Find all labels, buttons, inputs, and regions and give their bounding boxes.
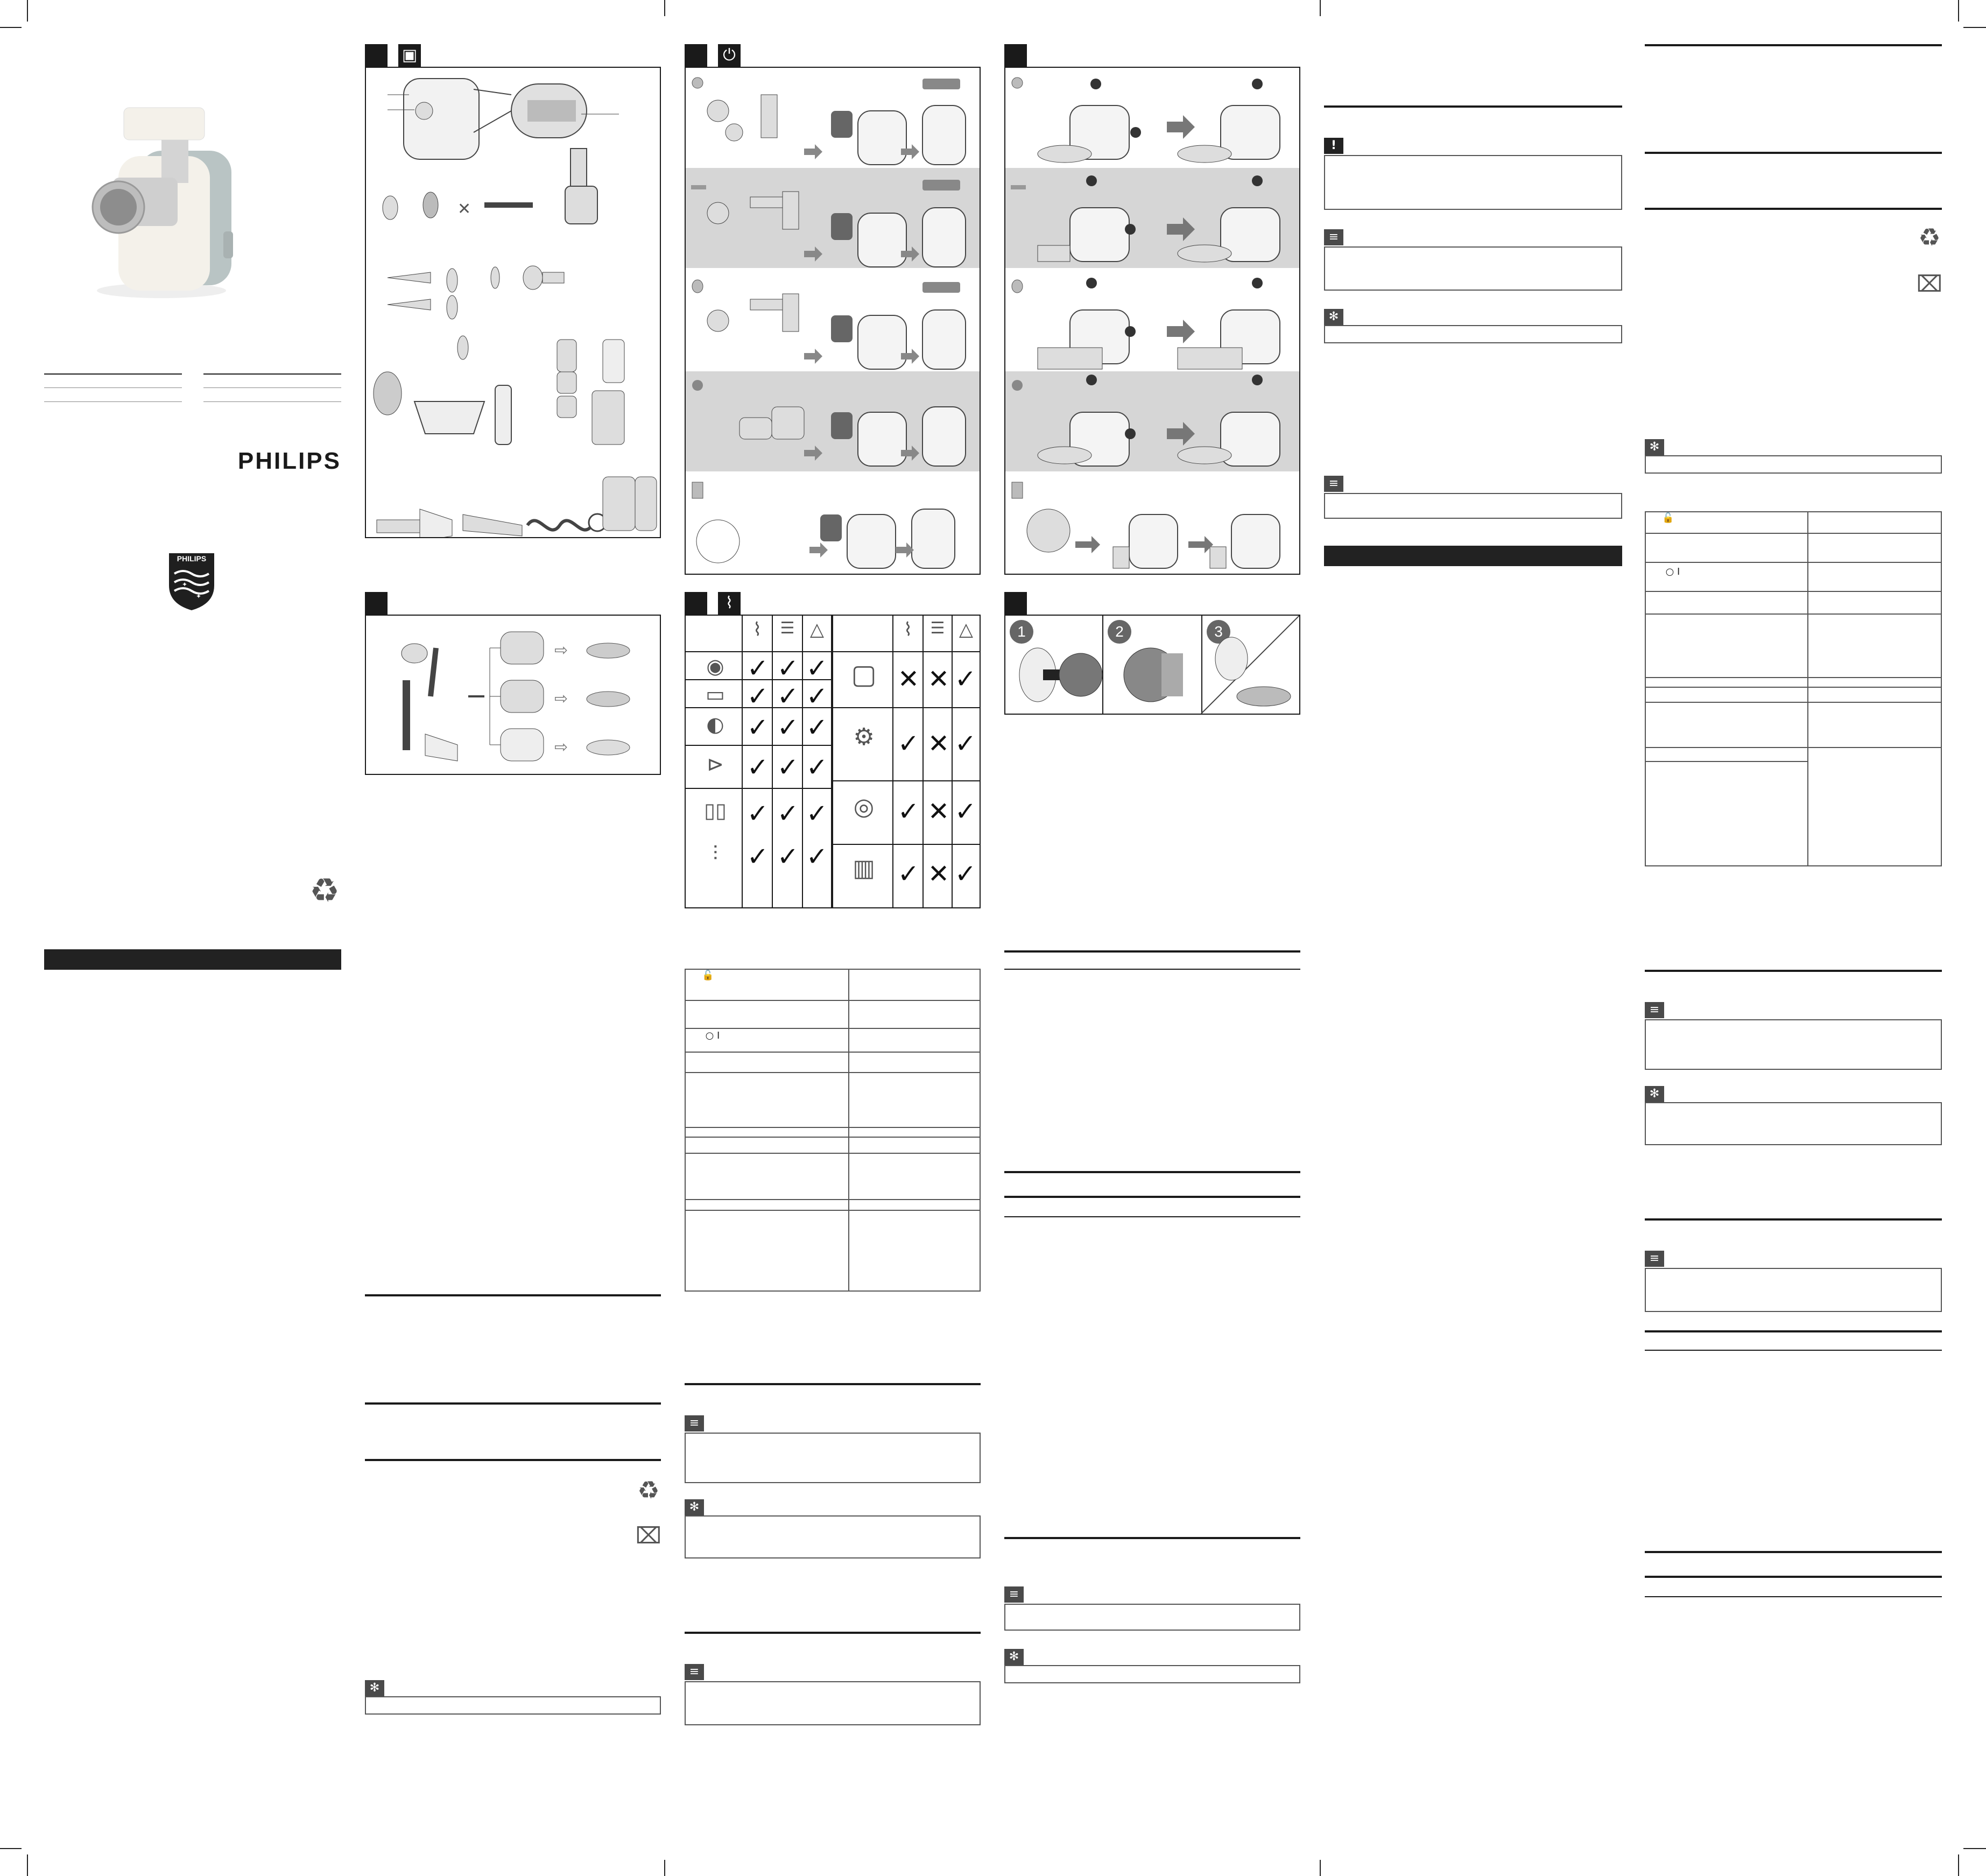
note-icon: ≡ bbox=[1324, 229, 1343, 245]
dishwasher-icon: ☰ bbox=[780, 619, 795, 638]
note-icon: ≡ bbox=[685, 1415, 704, 1431]
recycle-icon: ♻ bbox=[309, 871, 340, 910]
box-contents-icon: ▣ bbox=[398, 44, 421, 67]
grid-line bbox=[686, 788, 832, 789]
tip-icon: ✻ bbox=[1324, 309, 1343, 325]
svg-text:⇨: ⇨ bbox=[554, 690, 568, 708]
check-mark: ✓ bbox=[746, 799, 769, 829]
section-rule bbox=[1645, 1218, 1942, 1221]
language-bar bbox=[44, 949, 341, 970]
section-rule bbox=[1004, 1537, 1300, 1539]
section-rule bbox=[1004, 1196, 1300, 1198]
section-rule bbox=[685, 1383, 981, 1385]
note-box bbox=[1645, 1268, 1942, 1312]
tip-icon: ✻ bbox=[1645, 1086, 1664, 1102]
note-icon: ≡ bbox=[1645, 1251, 1664, 1267]
lock-icon: 🔓 bbox=[702, 970, 714, 981]
section-tag bbox=[1004, 44, 1027, 67]
spec-table bbox=[1645, 511, 1942, 866]
crop-mark bbox=[27, 0, 28, 22]
note-box bbox=[685, 1433, 981, 1483]
recycle-icon: ♻ bbox=[637, 1476, 660, 1505]
check-mark: ✓ bbox=[897, 859, 920, 889]
sausage-horn-icon: ⊳ bbox=[707, 752, 724, 776]
section-rule bbox=[1004, 950, 1300, 953]
section-rule bbox=[365, 1294, 661, 1296]
divider bbox=[44, 387, 182, 388]
section-rule bbox=[1645, 1330, 1942, 1332]
check-mark: ✓ bbox=[777, 713, 799, 743]
check-mark: ✓ bbox=[746, 681, 769, 711]
check-mark: ✓ bbox=[777, 681, 799, 711]
tip-icon: ✻ bbox=[685, 1499, 704, 1515]
divider bbox=[203, 387, 341, 388]
note-icon: ≡ bbox=[1004, 1586, 1024, 1603]
spec-table bbox=[685, 969, 981, 1292]
grid-line bbox=[832, 780, 980, 781]
metal-disc-icon: ◎ bbox=[853, 793, 875, 821]
check-mark: ✓ bbox=[806, 681, 828, 711]
step-number: 1 bbox=[1010, 620, 1033, 644]
step-number: 3 bbox=[1207, 620, 1230, 644]
motor-unit-icon: ▢ bbox=[851, 659, 877, 690]
tray-icon: ▭ bbox=[706, 682, 725, 706]
philips-shield-logo bbox=[168, 552, 215, 611]
section-rule bbox=[1645, 208, 1942, 210]
crop-mark bbox=[27, 1854, 28, 1876]
tap-icon: ⌇ bbox=[752, 619, 762, 640]
crop-mark bbox=[1958, 1854, 1959, 1876]
assembly-frame bbox=[685, 67, 981, 575]
tap-icon: ⌇ bbox=[903, 619, 913, 640]
power-switch-icon: ○ I bbox=[705, 1030, 720, 1041]
dry-cloth-icon: △ bbox=[809, 619, 825, 640]
crop-mark bbox=[1963, 1848, 1986, 1849]
brand-wordmark: PHILIPS bbox=[237, 448, 341, 474]
section-rule bbox=[365, 1402, 661, 1405]
warning-icon: ! bbox=[1324, 138, 1343, 154]
section-rule bbox=[1645, 970, 1942, 972]
shield-label: PHILIPS bbox=[177, 554, 207, 563]
tip-box bbox=[1645, 1102, 1942, 1145]
check-mark: ✓ bbox=[777, 752, 799, 782]
cross-mark: ✕ bbox=[927, 796, 950, 827]
tip-box bbox=[685, 1515, 981, 1558]
check-mark: ✓ bbox=[806, 653, 828, 683]
usage-frame bbox=[1004, 67, 1300, 575]
note-icon: ≡ bbox=[1324, 476, 1343, 492]
product-photo bbox=[81, 91, 242, 301]
divider bbox=[203, 373, 341, 375]
check-mark: ✓ bbox=[746, 713, 769, 743]
check-mark: ✓ bbox=[777, 653, 799, 683]
slicing-drum-icon: ▥ bbox=[853, 855, 875, 882]
crop-mark bbox=[1963, 27, 1986, 28]
parts-overview-frame bbox=[365, 67, 661, 538]
svg-text:✦: ✦ bbox=[196, 593, 202, 600]
fold-mark bbox=[664, 1860, 665, 1876]
recycle-icon: ♻ bbox=[1918, 223, 1941, 252]
check-mark: ✓ bbox=[746, 752, 769, 782]
note-box bbox=[1324, 493, 1622, 519]
check-mark: ✓ bbox=[954, 729, 977, 759]
cleaning-tap-icon: ⌇ bbox=[718, 592, 741, 615]
tip-icon: ✻ bbox=[1004, 1649, 1024, 1665]
check-mark: ✓ bbox=[806, 842, 828, 872]
grid-line bbox=[686, 745, 832, 746]
note-box bbox=[685, 1681, 981, 1725]
section-tag bbox=[365, 592, 388, 615]
section-rule bbox=[1324, 105, 1622, 108]
dry-cloth-icon: △ bbox=[959, 619, 974, 640]
tip-box bbox=[1324, 325, 1622, 343]
check-mark: ✓ bbox=[777, 842, 799, 872]
svg-text:⇨: ⇨ bbox=[554, 641, 568, 659]
svg-text:✕: ✕ bbox=[457, 200, 471, 218]
cleaning-steps-frame bbox=[1004, 615, 1300, 715]
cross-mark: ✕ bbox=[927, 664, 950, 694]
cross-mark: ✕ bbox=[927, 859, 950, 889]
divider bbox=[44, 373, 182, 375]
worm-shaft-icon: ⚙ bbox=[853, 723, 875, 751]
tip-icon: ✻ bbox=[365, 1680, 384, 1696]
crop-mark bbox=[0, 1848, 22, 1849]
divider bbox=[44, 401, 182, 402]
section-tag bbox=[365, 44, 388, 67]
language-bar bbox=[1324, 546, 1622, 566]
section-rule bbox=[1645, 1596, 1942, 1597]
tip-box bbox=[1004, 1665, 1300, 1683]
check-mark: ✓ bbox=[746, 653, 769, 683]
section-rule bbox=[1645, 1350, 1942, 1351]
section-rule bbox=[1004, 1171, 1300, 1173]
check-mark: ✓ bbox=[954, 859, 977, 889]
svg-text:⇨: ⇨ bbox=[554, 738, 568, 756]
cone-holder-icon: ▯▯ bbox=[704, 799, 727, 822]
cross-mark: ✕ bbox=[927, 729, 950, 759]
section-tag bbox=[685, 592, 707, 615]
lock-icon: 🔓 bbox=[1662, 512, 1674, 524]
cross-mark: ✕ bbox=[897, 664, 920, 694]
power-switch-icon: ○ I bbox=[1665, 566, 1680, 577]
section-rule bbox=[1645, 44, 1942, 46]
grid-line bbox=[686, 651, 832, 652]
note-box bbox=[1645, 1019, 1942, 1070]
section-tag bbox=[685, 44, 707, 67]
divider bbox=[203, 401, 341, 402]
assembly-plug-icon: ⏻ bbox=[718, 44, 741, 67]
weee-bin-icon: ⌧ bbox=[1916, 271, 1943, 297]
crop-mark bbox=[0, 27, 22, 28]
warning-box bbox=[1324, 155, 1622, 210]
section-rule bbox=[1645, 1551, 1942, 1553]
drum-results-frame bbox=[365, 615, 661, 775]
fold-mark bbox=[1320, 1860, 1321, 1876]
note-icon: ≡ bbox=[685, 1664, 704, 1680]
note-box bbox=[1004, 1604, 1300, 1631]
kibbe-attachment-icon: ◐ bbox=[706, 713, 724, 736]
check-mark: ✓ bbox=[777, 799, 799, 829]
tip-box bbox=[1645, 455, 1942, 474]
weee-bin-icon: ⌧ bbox=[635, 1522, 662, 1549]
note-box bbox=[1324, 246, 1622, 291]
section-rule bbox=[1645, 152, 1942, 154]
fold-mark bbox=[664, 0, 665, 16]
section-rule bbox=[1645, 1576, 1942, 1578]
juicer-parts-icon: ⫶ bbox=[713, 842, 718, 865]
cutting-disc-icon: ◉ bbox=[706, 654, 724, 678]
check-mark: ✓ bbox=[806, 799, 828, 829]
check-mark: ✓ bbox=[746, 842, 769, 872]
section-rule bbox=[1004, 969, 1300, 970]
section-rule bbox=[365, 1459, 661, 1461]
step-number: 2 bbox=[1108, 620, 1131, 644]
section-tag bbox=[1004, 592, 1027, 615]
svg-text:✦: ✦ bbox=[182, 581, 188, 588]
section-rule bbox=[1004, 1216, 1300, 1217]
grid-line bbox=[832, 651, 980, 652]
cleaning-table bbox=[685, 615, 981, 908]
section-rule bbox=[685, 1632, 981, 1634]
grid-line bbox=[832, 707, 980, 708]
tip-box bbox=[365, 1696, 661, 1715]
crop-mark bbox=[1958, 0, 1959, 22]
check-mark: ✓ bbox=[954, 796, 977, 827]
check-mark: ✓ bbox=[897, 796, 920, 827]
check-mark: ✓ bbox=[897, 729, 920, 759]
dishwasher-icon: ☰ bbox=[930, 619, 945, 638]
note-icon: ≡ bbox=[1645, 1002, 1664, 1018]
check-mark: ✓ bbox=[806, 752, 828, 782]
grid-line bbox=[832, 844, 980, 845]
check-mark: ✓ bbox=[954, 664, 977, 694]
check-mark: ✓ bbox=[806, 713, 828, 743]
fold-mark bbox=[1320, 0, 1321, 16]
tip-icon: ✻ bbox=[1645, 439, 1664, 455]
